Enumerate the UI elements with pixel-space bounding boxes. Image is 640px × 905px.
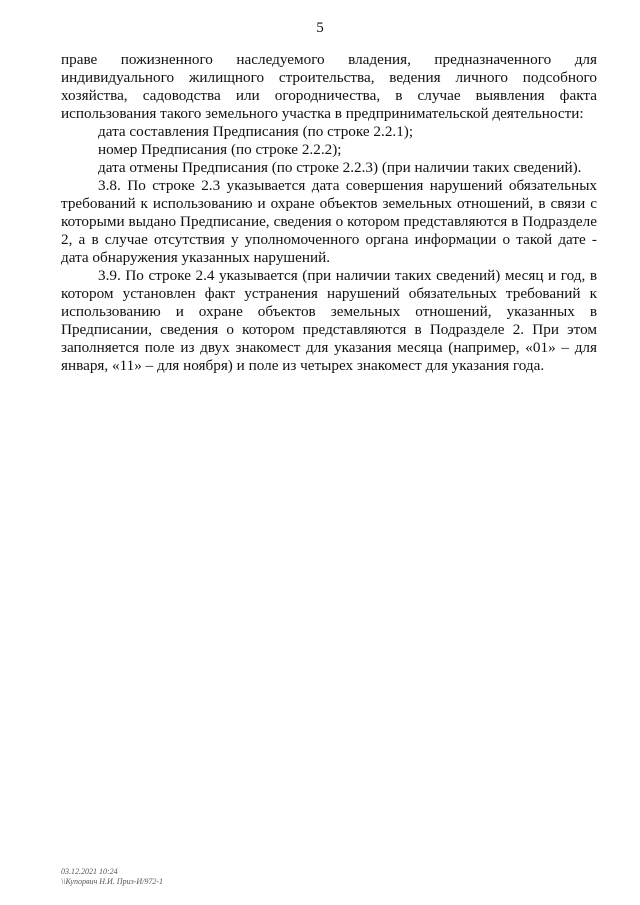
list-item-prescription-date: дата составления Предписания (по строке 2.2.1); (98, 123, 414, 140)
list-item-prescription-cancel-date: дата отмены Предписания (по строке 2.2.3) (при наличии таких сведений). (98, 159, 582, 176)
document-footer-stamp (61, 867, 163, 887)
footer-timestamp: 03.12.2021 10:24 (61, 867, 118, 876)
list-item-prescription-number: номер Предписания (по строке 2.2.2); (98, 141, 342, 158)
paragraph-section-3-8: 3.8. По строке 2.3 указывается дата совершения нарушений обязательных требований к использованию и охране объектов земельных отношений, в связи с которыми выдано Предписание, сведения о котором представляются в Подразделе 2, а в случае отсутствия у уполномоченного органа информации о такой дате - дата обнаружения указанных нарушений. (61, 177, 597, 266)
paragraph-continuation: праве пожизненного наследуемого владения, предназначенного для индивидуального жилищного строительства, ведения личного подсобного хозяйства, садоводства или огородничества, в случае выявления факта использования такого земельного участка в предпринимательской деятельности: (61, 51, 597, 122)
page-number: 5 (316, 20, 324, 36)
paragraph-section-3-9: 3.9. По строке 2.4 указывается (при наличии таких сведений) месяц и год, в котором установлен факт устранения нарушений обязательных требований к использованию и охране объектов земельных отношений, указанных в Предписании, сведения о котором представляются в Подразделе 2. При этом заполняется поле из двух знакомест для указания месяца (например, «01» – для января, «11» – для ноября) и поле из четырех знакомест для указания года. (61, 267, 597, 374)
footer-reference: \\Купорвич Н.И. Приз-И/972-1 (61, 877, 164, 886)
document-body (61, 51, 597, 375)
